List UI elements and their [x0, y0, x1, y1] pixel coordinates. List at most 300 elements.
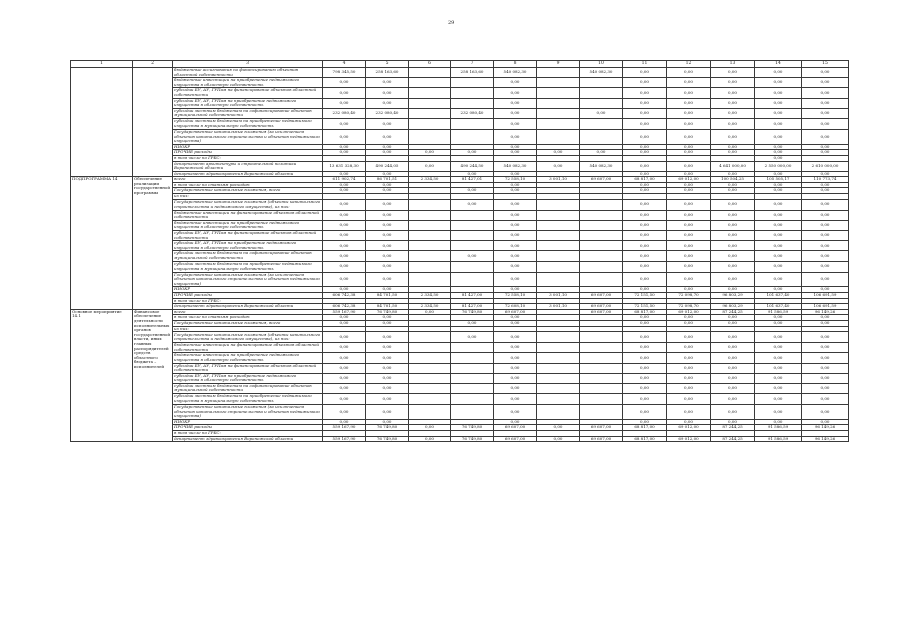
amount-cell: 0,00 [802, 129, 849, 144]
amount-cell: 76 749,80 [366, 425, 409, 431]
amount-cell: 0,00 [755, 353, 802, 363]
amount-cell [451, 394, 494, 405]
amount-cell: 0,00 [451, 188, 494, 194]
amount-cell: 0,00 [755, 394, 802, 405]
amount-cell: 72 151,50 [623, 304, 667, 310]
amount-cell [537, 88, 580, 98]
amount-cell: 0,00 [494, 144, 537, 150]
amount-cell [409, 118, 451, 129]
table-row [71, 272, 849, 287]
column-number-9: 9 [537, 61, 580, 68]
amount-cell: 0,00 [755, 332, 802, 343]
amount-cell: 0,00 [711, 373, 755, 383]
amount-cell: 0,00 [623, 210, 667, 220]
expense-label-cell: субсидии БУ, АУ, ГУПам на финансирование объектов областной собственности [173, 88, 323, 98]
amount-cell: 0,00 [494, 150, 537, 156]
amount-cell: 0,00 [711, 287, 755, 293]
amount-cell: 0,00 [323, 182, 366, 188]
amount-cell: 0,00 [623, 241, 667, 251]
table-row [71, 363, 849, 373]
amount-cell: 0,00 [623, 108, 667, 118]
amount-cell: 0,00 [366, 150, 409, 156]
expense-label-cell: в том числе по ГРБС: [173, 298, 323, 304]
amount-cell: 0,00 [623, 353, 667, 363]
amount-cell: 0,00 [366, 332, 409, 343]
amount-cell: 0,00 [323, 220, 366, 230]
expense-label-cell: субсидии местным бюджетам на софинансирование объектов муниципальной собственности [173, 251, 323, 261]
amount-cell: 0,00 [494, 419, 537, 425]
amount-cell: 540 082,30 [580, 68, 623, 78]
amount-cell: 0,00 [802, 68, 849, 78]
amount-cell [451, 343, 494, 353]
amount-cell: 0,00 [755, 251, 802, 261]
amount-cell [409, 98, 451, 108]
expense-label-cell: департамент здравоохранения Воронежской области [173, 304, 323, 310]
amount-cell: 0,00 [323, 287, 366, 293]
amount-cell: 2 610 000,00 [802, 161, 849, 171]
amount-cell: 0,00 [623, 171, 667, 177]
amount-cell: 540 082,30 [580, 161, 623, 171]
amount-cell: 0,00 [802, 188, 849, 194]
amount-cell [537, 363, 580, 373]
amount-cell: 0,00 [366, 363, 409, 373]
amount-cell: 0,00 [755, 272, 802, 287]
amount-cell: 0,00 [366, 419, 409, 425]
amount-cell: 0,00 [323, 78, 366, 88]
amount-cell: 0,00 [667, 231, 711, 241]
amount-cell: 0,00 [802, 144, 849, 150]
amount-cell: 101 637,40 [755, 304, 802, 310]
table-row [71, 118, 849, 129]
amount-cell [409, 251, 451, 261]
amount-cell [451, 241, 494, 251]
amount-cell: 0,00 [667, 144, 711, 150]
amount-cell: 0,00 [623, 199, 667, 210]
amount-cell: 0,00 [323, 144, 366, 150]
amount-cell [409, 199, 451, 210]
table-row [71, 332, 849, 343]
amount-cell: 0,00 [494, 108, 537, 118]
amount-cell: 2 550 000,00 [755, 161, 802, 171]
amount-cell: 0,00 [623, 98, 667, 108]
column-number-2: 2 [133, 61, 173, 68]
amount-cell: 0,00 [494, 78, 537, 88]
column-number-10: 10 [580, 61, 623, 68]
amount-cell: 87 244,25 [711, 425, 755, 431]
amount-cell: 69 607,00 [494, 425, 537, 431]
amount-cell: 0,00 [366, 182, 409, 188]
table-row [71, 98, 849, 108]
program-code-cell [71, 68, 133, 177]
amount-cell: 0,00 [802, 373, 849, 383]
amount-cell: 0,00 [802, 419, 849, 425]
amount-cell: 0,00 [711, 144, 755, 150]
amount-cell [409, 231, 451, 241]
amount-cell: 0,00 [366, 405, 409, 420]
expense-label-cell: Государственные капитальные вложения, всего [173, 320, 323, 326]
amount-cell: 3 001,10 [537, 292, 580, 298]
amount-cell: 0,00 [755, 383, 802, 393]
amount-cell: 76 749,80 [451, 436, 494, 442]
amount-cell: 0,00 [667, 108, 711, 118]
budget-table-container [70, 60, 848, 442]
amount-cell: 0,00 [711, 118, 755, 129]
amount-cell: 0,00 [667, 220, 711, 230]
amount-cell: 0,00 [667, 261, 711, 272]
amount-cell: 490 244,05 [366, 161, 409, 171]
column-number-14: 14 [755, 61, 802, 68]
expense-label-cell: из них: [173, 194, 323, 200]
expense-label-cell: НИОКР [173, 287, 323, 293]
amount-cell: 0,00 [755, 118, 802, 129]
amount-cell: 0,00 [667, 188, 711, 194]
amount-cell: 0,00 [409, 150, 451, 156]
amount-cell: 0,00 [623, 118, 667, 129]
expense-label-cell: ПРОЧИЕ расходы [173, 150, 323, 156]
amount-cell: 0,00 [366, 287, 409, 293]
amount-cell: 69 607,00 [580, 425, 623, 431]
amount-cell: 69 607,00 [580, 436, 623, 442]
amount-cell: 232 080,40 [366, 108, 409, 118]
amount-cell: 0,00 [711, 171, 755, 177]
amount-cell: 0,00 [711, 220, 755, 230]
amount-cell: 0,00 [409, 436, 451, 442]
amount-cell: 0,00 [667, 182, 711, 188]
amount-cell: 69 012,00 [667, 177, 711, 183]
amount-cell: 0,00 [494, 343, 537, 353]
amount-cell [537, 261, 580, 272]
amount-cell: 0,00 [667, 210, 711, 220]
amount-cell: 0,00 [667, 419, 711, 425]
amount-cell [580, 251, 623, 261]
amount-cell: 0,00 [802, 182, 849, 188]
amount-cell: 0,00 [494, 261, 537, 272]
amount-cell: 81 427,00 [451, 304, 494, 310]
amount-cell: 96 803,29 [711, 292, 755, 298]
amount-cell: 0,00 [366, 118, 409, 129]
amount-cell: 0,00 [366, 210, 409, 220]
amount-cell: 0,00 [623, 261, 667, 272]
amount-cell: 606 742,38 [323, 304, 366, 310]
amount-cell [537, 68, 580, 78]
table-row [71, 405, 849, 420]
amount-cell [409, 343, 451, 353]
amount-cell [409, 272, 451, 287]
amount-cell: 0,00 [802, 108, 849, 118]
amount-cell: 0,00 [802, 383, 849, 393]
amount-cell: 0,00 [802, 171, 849, 177]
amount-cell: 0,00 [623, 363, 667, 373]
program-name-cell: Обеспечение реализации государственной программы [133, 177, 173, 309]
amount-cell: 0,00 [323, 251, 366, 261]
amount-cell [451, 383, 494, 393]
amount-cell: 0,00 [711, 78, 755, 88]
amount-cell: 0,00 [623, 287, 667, 293]
amount-cell: 0,00 [755, 98, 802, 108]
amount-cell: 0,00 [366, 241, 409, 251]
amount-cell [409, 383, 451, 393]
amount-cell: 0,00 [802, 405, 849, 420]
expense-label-cell: субсидии местным бюджетам на софинансирование объектов муниципальной собственности [173, 108, 323, 118]
amount-cell [580, 405, 623, 420]
amount-cell: 540 082,30 [494, 161, 537, 171]
table-row [71, 231, 849, 241]
amount-cell: 0,00 [755, 129, 802, 144]
amount-cell [537, 332, 580, 343]
amount-cell: 0,00 [667, 363, 711, 373]
amount-cell [580, 353, 623, 363]
amount-cell: 106 691,59 [802, 292, 849, 298]
amount-cell: 0,00 [667, 251, 711, 261]
table-row [71, 210, 849, 220]
amount-cell: 0,00 [323, 405, 366, 420]
amount-cell: 0,00 [755, 155, 802, 161]
amount-cell: 0,00 [494, 315, 537, 321]
amount-cell: 0,00 [494, 353, 537, 363]
amount-cell [537, 394, 580, 405]
amount-cell: 559 167,90 [323, 309, 366, 315]
amount-cell: 0,00 [802, 394, 849, 405]
expense-label-cell: НИОКР [173, 144, 323, 150]
amount-cell: 0,00 [366, 320, 409, 326]
amount-cell [451, 405, 494, 420]
expense-label-cell: всего [173, 177, 323, 183]
table-row [71, 78, 849, 88]
column-number-4: 4 [323, 61, 366, 68]
amount-cell: 68 817,00 [623, 309, 667, 315]
amount-cell [537, 78, 580, 88]
amount-cell [409, 394, 451, 405]
amount-cell [537, 231, 580, 241]
table-row [71, 353, 849, 363]
amount-cell: 0,00 [323, 241, 366, 251]
amount-cell: 0,00 [323, 171, 366, 177]
amount-cell: 0,00 [623, 129, 667, 144]
amount-cell: 0,00 [451, 251, 494, 261]
amount-cell [409, 78, 451, 88]
amount-cell [451, 78, 494, 88]
amount-cell: 0,00 [802, 118, 849, 129]
amount-cell: 0,00 [323, 315, 366, 321]
amount-cell: 0,00 [323, 88, 366, 98]
amount-cell: 87 244,25 [711, 436, 755, 442]
amount-cell: 4 641 000,00 [711, 161, 755, 171]
amount-cell: 0,00 [494, 188, 537, 194]
expense-label-cell: департамент здравоохранения Воронежской области [173, 171, 323, 177]
amount-cell: 0,00 [802, 343, 849, 353]
amount-cell: 0,00 [755, 150, 802, 156]
amount-cell: 0,00 [711, 332, 755, 343]
amount-cell: 72 098,70 [667, 304, 711, 310]
amount-cell: 0,00 [711, 343, 755, 353]
amount-cell: 0,00 [323, 150, 366, 156]
amount-cell: 0,00 [323, 343, 366, 353]
amount-cell: 96 149,26 [802, 425, 849, 431]
amount-cell: 0,00 [755, 220, 802, 230]
amount-cell: 0,00 [711, 251, 755, 261]
amount-cell: 91 586,59 [755, 425, 802, 431]
amount-cell: 0,00 [755, 188, 802, 194]
expense-label-cell: в том числе по статьям расходов: [173, 315, 323, 321]
amount-cell: 606 742,38 [323, 292, 366, 298]
table-row [71, 241, 849, 251]
amount-cell: 0,00 [409, 161, 451, 171]
amount-cell: 0,00 [755, 88, 802, 98]
amount-cell: 96 149,26 [802, 309, 849, 315]
amount-cell: 0,00 [755, 405, 802, 420]
amount-cell: 0,00 [451, 320, 494, 326]
amount-cell: 0,00 [711, 68, 755, 78]
amount-cell: 0,00 [409, 309, 451, 315]
program-code-cell: Основное мероприятие 14.1 [71, 309, 133, 441]
amount-cell: 0,00 [667, 68, 711, 78]
amount-cell: 0,00 [667, 241, 711, 251]
amount-cell: 0,00 [667, 199, 711, 210]
amount-cell: 0,00 [802, 150, 849, 156]
amount-cell: 2 334,50 [409, 304, 451, 310]
amount-cell: 0,00 [667, 287, 711, 293]
amount-cell: 0,00 [802, 98, 849, 108]
expense-label-cell: бюджетные инвестиции на финансирование объектов областной собственности [173, 210, 323, 220]
amount-cell: 96 149,26 [802, 436, 849, 442]
column-number-1: 1 [71, 61, 133, 68]
amount-cell: 101 637,40 [755, 292, 802, 298]
amount-cell: 76 749,80 [451, 425, 494, 431]
amount-cell: 258 163,60 [366, 68, 409, 78]
amount-cell: 0,00 [755, 373, 802, 383]
amount-cell: 0,00 [755, 231, 802, 241]
amount-cell: 0,00 [366, 272, 409, 287]
expense-label-cell: Государственные капитальные вложения (за исключением объектов капитального строительства и объектов недвижимого имущества) [173, 129, 323, 144]
amount-cell: 0,00 [366, 261, 409, 272]
amount-cell: 0,00 [755, 315, 802, 321]
amount-cell: 0,00 [667, 118, 711, 129]
amount-cell: 0,00 [537, 161, 580, 171]
amount-cell: 0,00 [755, 171, 802, 177]
amount-cell: 0,00 [802, 88, 849, 98]
amount-cell [409, 220, 451, 230]
amount-cell: 0,00 [711, 315, 755, 321]
amount-cell: 91 586,59 [755, 436, 802, 442]
table-row [71, 261, 849, 272]
amount-cell: 0,00 [623, 68, 667, 78]
amount-cell: 76 749,80 [366, 309, 409, 315]
amount-cell: 0,00 [802, 315, 849, 321]
amount-cell: 0,00 [711, 419, 755, 425]
column-number-5: 5 [366, 61, 409, 68]
amount-cell: 0,00 [755, 320, 802, 326]
amount-cell: 0,00 [323, 98, 366, 108]
amount-cell: 0,00 [494, 405, 537, 420]
amount-cell: 540 082,30 [494, 68, 537, 78]
amount-cell [451, 118, 494, 129]
amount-cell: 3 001,10 [537, 304, 580, 310]
amount-cell: 0,00 [494, 287, 537, 293]
amount-cell: 0,00 [451, 150, 494, 156]
expense-label-cell: НИОКР [173, 419, 323, 425]
amount-cell: 72 558,10 [494, 177, 537, 183]
amount-cell: 0,00 [755, 210, 802, 220]
table-row [71, 88, 849, 98]
amount-cell [580, 272, 623, 287]
amount-cell: 0,00 [755, 78, 802, 88]
amount-cell: 0,00 [409, 425, 451, 431]
amount-cell: 69 012,00 [667, 425, 711, 431]
amount-cell: 0,00 [802, 231, 849, 241]
amount-cell [580, 88, 623, 98]
amount-cell: 0,00 [537, 150, 580, 156]
amount-cell: 0,00 [623, 405, 667, 420]
amount-cell: 0,00 [623, 231, 667, 241]
amount-cell: 490 244,50 [451, 161, 494, 171]
program-name-cell: Финансовое обеспечение деятельности исполнительных органов государственной власти, иных главных распорядителей средств областного бюджета – исполнителей [133, 309, 173, 441]
amount-cell: 0,00 [623, 161, 667, 171]
amount-cell: 0,00 [537, 436, 580, 442]
amount-cell: 0,00 [323, 394, 366, 405]
expense-label-cell: субсидии местным бюджетам на приобретение недвижимого имущества в муниципальную собственность [173, 394, 323, 405]
amount-cell: 0,00 [323, 129, 366, 144]
expense-label-cell: Государственные капитальные вложения (за исключением объектов капитального строительства и объектов недвижимого имущества) [173, 405, 323, 420]
expense-label-cell: департамент архитектуры и строительной политики Воронежской области [173, 161, 323, 171]
expense-label-cell: ПРОЧИЕ расходы [173, 292, 323, 298]
amount-cell: 0,00 [494, 171, 537, 177]
table-row [71, 394, 849, 405]
expense-label-cell: субсидии местным бюджетам на приобретение недвижимого имущества в муниципальную собственность [173, 261, 323, 272]
amount-cell [451, 353, 494, 363]
amount-cell: 0,00 [667, 88, 711, 98]
amount-cell [451, 88, 494, 98]
amount-cell [580, 394, 623, 405]
amount-cell: 0,00 [711, 182, 755, 188]
budget-table [70, 60, 849, 442]
amount-cell: 0,00 [755, 241, 802, 251]
amount-cell: 559 167,90 [323, 425, 366, 431]
amount-cell [451, 363, 494, 373]
amount-cell: 0,00 [366, 188, 409, 194]
expense-label-cell: Государственные капитальные вложения (за исключением объектов капитального строительства и объектов недвижимого имущества) [173, 272, 323, 287]
amount-cell: 0,00 [323, 188, 366, 194]
amount-cell [537, 251, 580, 261]
amount-cell: 0,00 [667, 332, 711, 343]
amount-cell: 0,00 [802, 332, 849, 343]
amount-cell: 72 098,70 [667, 292, 711, 298]
amount-cell: 2 334,50 [409, 292, 451, 298]
amount-cell: 69 607,00 [580, 309, 623, 315]
amount-cell: 0,00 [802, 199, 849, 210]
amount-cell: 0,00 [494, 363, 537, 373]
amount-cell: 0,00 [802, 261, 849, 272]
amount-cell: 0,00 [494, 332, 537, 343]
expense-label-cell: бюджетные ассигнования по финансированию объектов областной собственности [173, 68, 323, 78]
expense-label-cell: субсидии местным бюджетам на софинансирование объектов муниципальной собственности [173, 383, 323, 393]
amount-cell: 69 012,00 [667, 309, 711, 315]
amount-cell: 0,00 [755, 287, 802, 293]
amount-cell: 0,00 [494, 394, 537, 405]
amount-cell: 0,00 [323, 363, 366, 373]
amount-cell: 81 427,00 [451, 292, 494, 298]
amount-cell: 0,00 [623, 88, 667, 98]
amount-cell: 0,00 [494, 272, 537, 287]
amount-cell: 13 631 328,30 [323, 161, 366, 171]
amount-cell: 0,00 [494, 231, 537, 241]
amount-cell: 68 817,00 [623, 425, 667, 431]
amount-cell: 0,00 [580, 108, 623, 118]
table-row [71, 161, 849, 171]
amount-cell [451, 261, 494, 272]
amount-cell: 0,00 [323, 320, 366, 326]
amount-cell [451, 272, 494, 287]
amount-cell [409, 129, 451, 144]
